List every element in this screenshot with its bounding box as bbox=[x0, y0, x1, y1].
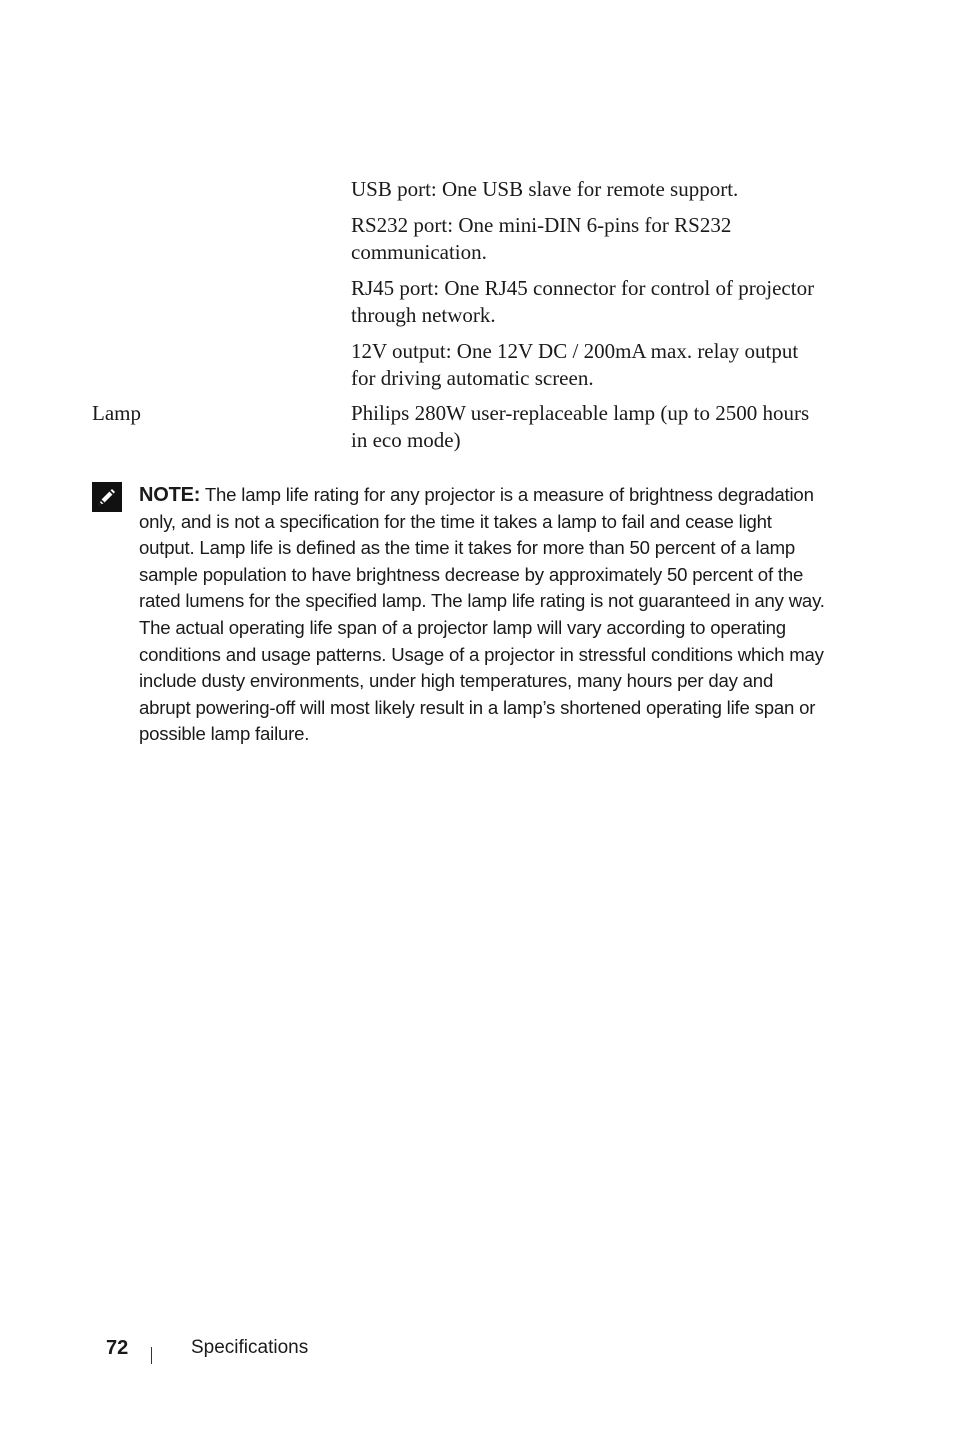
section-name: Specifications bbox=[191, 1337, 309, 1358]
12v-output-spec: 12V output: One 12V DC / 200mA max. relay output for driving automatic screen. bbox=[351, 339, 799, 390]
note-body: The lamp life rating for any projector is a measure of brightness degradation only, and is not a specification for the time it takes a lamp to fail and cease light output. Lamp life is defined as the time it takes for more than 50 percent of a lamp sample population to have brightness decrease by approximately 50 percent of the rated lumens for the specified lamp. The lamp life rating is not guaranteed in any way. The actual operating life span of a projector lamp will vary according to operating conditions and usage patterns. Usage of a projector in stressful conditions which may include dusty environments, under high temperatures, many hours per day and abrupt powering-off will most likely result in a lamp’s shortened operating life span or possible lamp failure. bbox=[139, 484, 825, 745]
usb-port-spec: USB port: One USB slave for remote support. bbox=[351, 177, 739, 201]
footer-divider bbox=[151, 1347, 152, 1364]
page-number: 72 bbox=[106, 1337, 129, 1359]
note-label: NOTE: bbox=[139, 484, 201, 506]
lamp-spec: Philips 280W user-replaceable lamp (up to 2500 hours in eco mode) bbox=[351, 401, 810, 452]
pencil-note-icon bbox=[92, 482, 122, 512]
lamp-label: Lamp bbox=[92, 401, 141, 425]
rs232-port-spec: RS232 port: One mini-DIN 6-pins for RS232 communication. bbox=[351, 213, 732, 264]
note-text bbox=[139, 482, 829, 748]
rj45-port-spec: RJ45 port: One RJ45 connector for control of projector through network. bbox=[351, 276, 815, 327]
